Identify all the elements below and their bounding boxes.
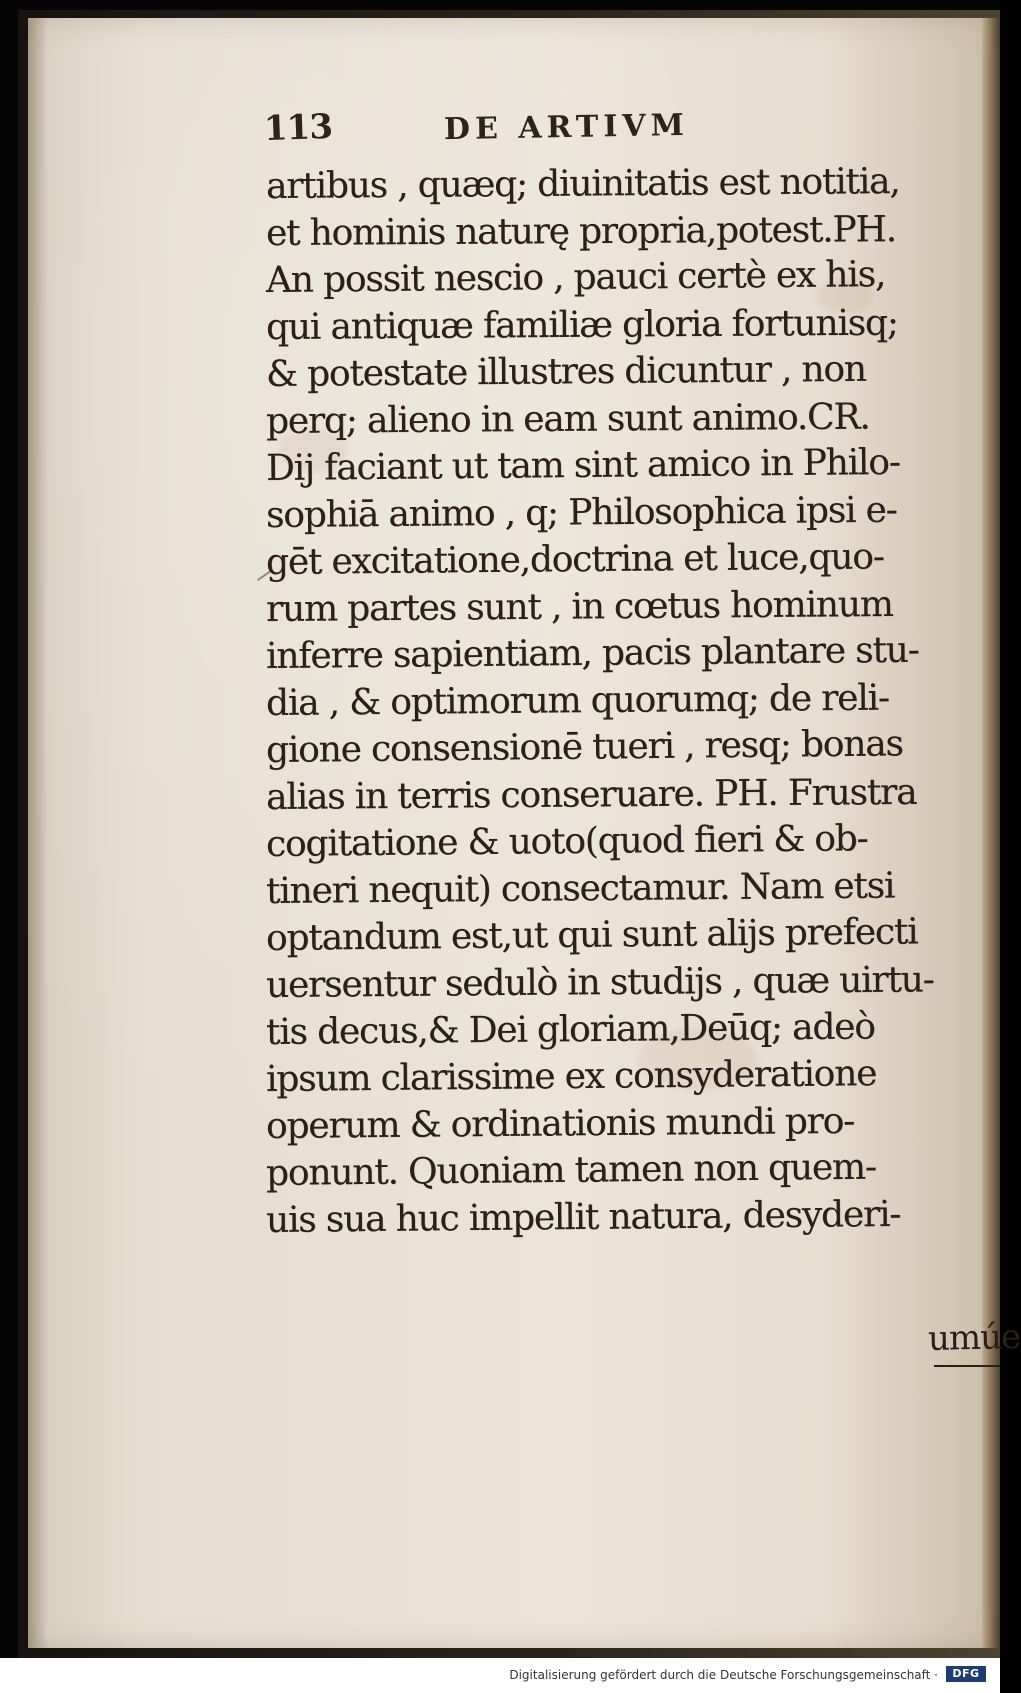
text-line: gēt excitatione,doctrina et luce,quo- [265, 536, 884, 583]
text-line: rum partes sunt , in cœtus hominum [265, 583, 893, 630]
text-line: ipsum clarissime ex consyderatione [265, 1053, 877, 1100]
text-line: uersentur sedulò in studijs , quæ uirtu- [265, 959, 934, 1006]
text-line: optandum est,ut qui sunt alijs prefecti [265, 911, 918, 959]
text-line: dia , & optimorum quorumq; de reli- [265, 677, 890, 724]
dfg-logo: DFG [946, 1666, 986, 1682]
text-line: An possit nescio , pauci certè ex his, [265, 254, 886, 301]
text-line: qui antiquæ familiæ gloria fortunisq; [265, 302, 898, 348]
text-line: cogitatione & uoto(quod fieri & ob- [265, 818, 868, 865]
book-page [28, 18, 1021, 1648]
text-line: operum & ordinationis mundi pro- [265, 1100, 855, 1147]
text-line: & potestate illustres dicuntur , non [265, 348, 866, 395]
catchword: umúe [927, 1317, 1021, 1359]
text-line: ponunt. Quoniam tamen non quem- [265, 1146, 877, 1194]
digitization-footer [0, 1658, 1000, 1693]
text-line: alias in terris conseruare. PH. Frustra [265, 771, 917, 818]
text-line: artibus , quæq; diuinitatis est notitia, [265, 161, 900, 207]
running-title: DE ARTIVM [443, 107, 690, 148]
page-header [264, 108, 784, 164]
page-number: 113 [263, 106, 333, 150]
text-line: inferre sapientiam, pacis plantare stu- [265, 629, 919, 677]
funding-credit: Digitalisierung gefördert durch die Deutsche Forschungsgemeinschaft · [509, 1668, 938, 1682]
text-line: perq; alieno in eam sunt animo.CR. [265, 396, 870, 442]
body-text [266, 163, 1002, 1244]
text-line: sophiā animo , q; Philosophica ipsi e- [265, 489, 897, 536]
text-line: gione consensionē tueri , resq; bonas [265, 723, 903, 771]
text-line: uis sua huc impellit natura, desyderi- [265, 1193, 901, 1241]
text-line: Dij faciant ut tam sint amico in Philo- [265, 441, 900, 489]
text-line: tineri nequit) consectamur. Nam etsi [265, 865, 895, 912]
catchword-underline [934, 1365, 1000, 1367]
text-line: et hominis naturę propria,potest.PH. [265, 209, 897, 254]
text-line: tis decus,& Dei gloriam,Deūq; adeò [265, 1006, 875, 1053]
